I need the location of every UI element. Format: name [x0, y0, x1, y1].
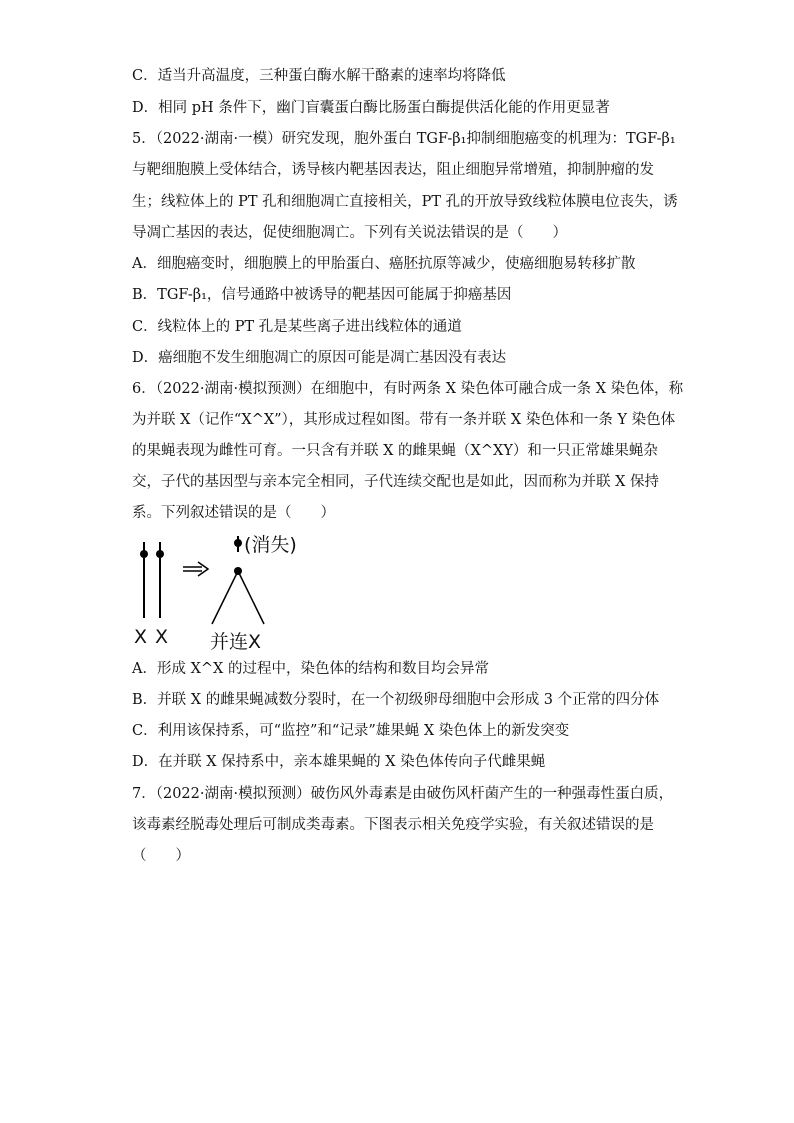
question-6-line-3: 的果蝇表现为雌性可育。一只含有并联 X 的雌果蝇（X^XY）和一只正常雄果蝇杂 [132, 443, 658, 459]
question-6-line-2: 为并联 X（记作“X^X”），其形成过程如图。带有一条并联 X 染色体和一条 Y 染色体 [132, 412, 676, 428]
option-a-q5: A．细胞癌变时，细胞膜上的甲胎蛋白、癌胚抗原等减少，使癌细胞易转移扩散 [132, 256, 636, 272]
label-lost: (消失) [244, 534, 297, 556]
question-7-line-1: 7．（2022·湖南·模拟预测）破伤风外毒素是由破伤风杆菌产生的一种强毒性蛋白质， [132, 786, 674, 802]
option-a-q6: A．形成 X^X 的过程中，染色体的结构和数目均会异常 [132, 661, 489, 677]
option-c-q4: C．适当升高温度，三种蛋白酶水解干酪素的速率均将降低 [132, 68, 506, 84]
label-fused-x: 并连X [210, 631, 262, 653]
question-5-line-1: 5．（2022·湖南·一模）研究发现，胞外蛋白 TGF-β₁抑制细胞癌变的机理为：TGF-β₁ [132, 131, 676, 147]
option-b-q6: B．并联 X 的雌果蝇减数分裂时，在一个初级卵母细胞中会形成 3 个正常的四分体 [132, 692, 660, 708]
fused-x-arm-right [238, 571, 264, 624]
question-7-line-2: 该毒素经脱毒处理后可制成类毒素。下图表示相关免疫学实验，有关叙述错误的是 [132, 817, 654, 833]
chromosome-fusion-diagram [128, 530, 328, 655]
fused-centromere [234, 567, 242, 575]
centromere-1 [140, 550, 148, 558]
option-d-q4: D．相同 pH 条件下，幽门盲囊蛋白酶比肠蛋白酶提供活化能的作用更显著 [132, 100, 610, 116]
question-5-line-3: 生；线粒体上的 PT 孔和细胞凋亡直接相关，PT 孔的开放导致线粒体膜电位丧失，诱 [132, 194, 678, 210]
arrow-icon [183, 562, 208, 576]
option-d-q5: D．癌细胞不发生细胞凋亡的原因可能是凋亡基因没有表达 [132, 350, 507, 366]
question-6-line-4: 交，子代的基因型与亲本完全相同，子代连续交配也是如此，因而称为并联 X 保持 [132, 474, 660, 490]
question-5-line-4: 导凋亡基因的表达，促使细胞凋亡。下列有关说法错误的是（ ） [132, 225, 567, 241]
option-c-q6: C．利用该保持系，可“监控”和“记录”雄果蝇 X 染色体上的新发突变 [132, 723, 570, 739]
option-d-q6: D．在并联 X 保持系中，亲本雄果蝇的 X 染色体传向子代雌果蝇 [132, 754, 546, 770]
option-c-q5: C．线粒体上的 PT 孔是某些离子进出线粒体的通道 [132, 319, 462, 335]
question-6-line-5: 系。下列叙述错误的是（ ） [132, 505, 335, 521]
fused-x-arm-left [212, 571, 238, 624]
question-5-line-2: 与靶细胞膜上受体结合，诱导核内靶基因表达，阻止细胞异常增殖，抑制肿瘤的发 [132, 162, 654, 178]
label-xx: X X [134, 626, 170, 648]
question-7-line-3: （ ） [132, 848, 190, 864]
question-6-line-1: 6．（2022·湖南·模拟预测）在细胞中，有时两条 X 染色体可融合成一条 X 染色体，称 [132, 381, 684, 397]
option-b-q5: B．TGF-β₁，信号通路中被诱导的靶基因可能属于抑癌基因 [132, 287, 512, 303]
centromere-2 [156, 550, 164, 558]
